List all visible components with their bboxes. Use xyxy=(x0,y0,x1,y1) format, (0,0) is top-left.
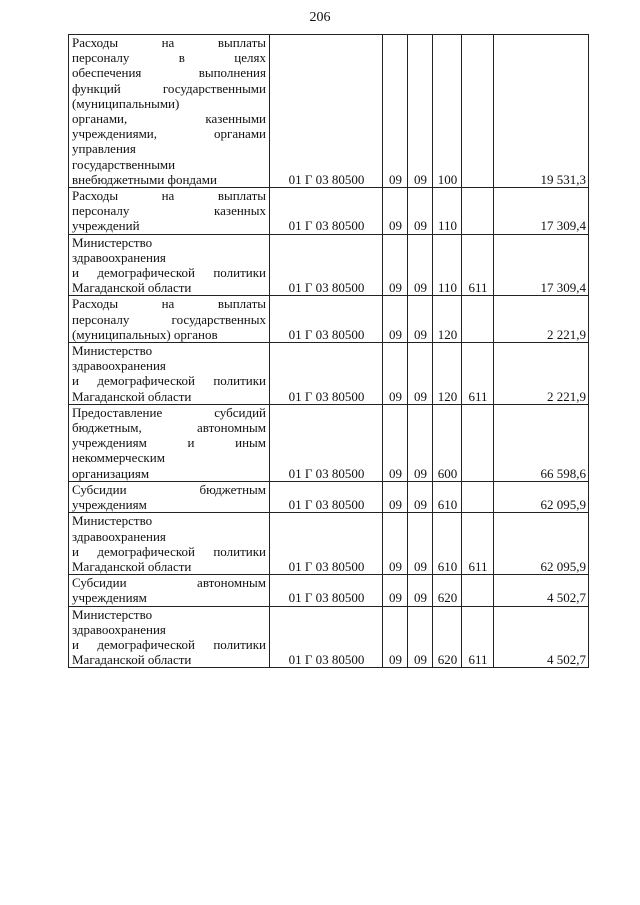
budget-table xyxy=(68,34,589,668)
table-row xyxy=(69,343,589,405)
target-article-cell: 01 Г 03 80500 xyxy=(270,343,383,405)
expense-name-line: и демографической политики xyxy=(72,543,266,559)
table-row xyxy=(69,188,589,235)
administrator-code-cell xyxy=(462,404,494,481)
administrator-code-cell xyxy=(462,481,494,512)
expense-name-line: и демографической политики xyxy=(72,373,266,389)
section-cell: 09 xyxy=(383,481,408,512)
target-article-cell: 01 Г 03 80500 xyxy=(270,606,383,668)
expense-name-line: организациям xyxy=(72,465,150,481)
expense-name-cell xyxy=(69,606,270,668)
expense-name-line: внебюджетными фондами xyxy=(72,171,217,187)
expense-name-cell xyxy=(69,404,270,481)
target-article-cell: 01 Г 03 80500 xyxy=(270,35,383,188)
section-cell: 09 xyxy=(383,575,408,606)
expense-name-line: Расходы на выплаты xyxy=(72,35,266,50)
amount-cell: 2 221,9 xyxy=(494,343,589,405)
section-cell: 09 xyxy=(383,234,408,296)
expense-name-line: персоналу в целях xyxy=(72,50,266,66)
expense-name-line: Магаданской области xyxy=(72,652,192,668)
target-article-cell: 01 Г 03 80500 xyxy=(270,575,383,606)
table-row xyxy=(69,234,589,296)
target-article-cell: 01 Г 03 80500 xyxy=(270,481,383,512)
expense-name-cell xyxy=(69,188,270,235)
expense-name-cell xyxy=(69,481,270,512)
expense-name-line: Расходы на выплаты xyxy=(72,188,266,204)
table-row xyxy=(69,513,589,575)
administrator-code-cell xyxy=(462,575,494,606)
expense-name-line: учреждениям xyxy=(72,590,147,606)
table-row xyxy=(69,481,589,512)
section-cell: 09 xyxy=(383,606,408,668)
subsection-cell: 09 xyxy=(408,343,433,405)
expense-name-line: персоналу государственных xyxy=(72,311,266,327)
expense-name-line: Субсидии бюджетным xyxy=(72,481,266,497)
administrator-code-cell: 611 xyxy=(462,234,494,296)
section-cell: 09 xyxy=(383,188,408,235)
expense-name-line: (муниципальных) органов xyxy=(72,326,218,342)
expense-name-line: здравоохранения xyxy=(72,528,166,544)
expense-name-line: здравоохранения xyxy=(72,249,166,265)
expense-name-line: (муниципальными) xyxy=(72,95,180,111)
expense-type-cell: 100 xyxy=(433,35,462,188)
subsection-cell: 09 xyxy=(408,188,433,235)
expense-name-line: учреждениями, органами xyxy=(72,126,266,142)
expense-name-line: Магаданской области xyxy=(72,388,192,404)
expense-type-cell: 120 xyxy=(433,343,462,405)
amount-cell: 66 598,6 xyxy=(494,404,589,481)
administrator-code-cell xyxy=(462,35,494,188)
administrator-code-cell: 611 xyxy=(462,513,494,575)
expense-name-line: управления xyxy=(72,141,136,157)
expense-type-cell: 610 xyxy=(433,513,462,575)
table-row xyxy=(69,404,589,481)
subsection-cell: 09 xyxy=(408,234,433,296)
expense-name-line: бюджетным, автономным xyxy=(72,420,266,436)
expense-name-cell xyxy=(69,513,270,575)
administrator-code-cell: 611 xyxy=(462,606,494,668)
subsection-cell: 09 xyxy=(408,513,433,575)
subsection-cell: 09 xyxy=(408,575,433,606)
target-article-cell: 01 Г 03 80500 xyxy=(270,296,383,343)
expense-name-line: Министерство xyxy=(72,343,153,359)
expense-name-line: Министерство xyxy=(72,513,153,529)
expense-name-line: учреждений xyxy=(72,218,140,234)
subsection-cell: 09 xyxy=(408,404,433,481)
expense-name-line: и демографической политики xyxy=(72,636,266,652)
expense-name-cell xyxy=(69,35,270,188)
amount-cell: 62 095,9 xyxy=(494,513,589,575)
target-article-cell: 01 Г 03 80500 xyxy=(270,188,383,235)
expense-name-line: некоммерческим xyxy=(72,450,165,466)
expense-name-line: здравоохранения xyxy=(72,621,166,637)
subsection-cell: 09 xyxy=(408,606,433,668)
expense-name-line: здравоохранения xyxy=(72,358,166,374)
amount-cell: 19 531,3 xyxy=(494,35,589,188)
table-row xyxy=(69,296,589,343)
expense-name-line: государственными xyxy=(72,156,176,172)
expense-name-line: функций государственными xyxy=(72,80,266,96)
expense-type-cell: 620 xyxy=(433,575,462,606)
expense-name-line: Магаданской области xyxy=(72,280,192,296)
expense-name-line: Расходы на выплаты xyxy=(72,296,266,312)
expense-type-cell: 620 xyxy=(433,606,462,668)
expense-type-cell: 610 xyxy=(433,481,462,512)
expense-type-cell: 110 xyxy=(433,188,462,235)
expense-name-line: учреждениям xyxy=(72,497,147,513)
table-row xyxy=(69,35,589,188)
amount-cell: 62 095,9 xyxy=(494,481,589,512)
section-cell: 09 xyxy=(383,343,408,405)
subsection-cell: 09 xyxy=(408,296,433,343)
expense-name-line: персоналу казенных xyxy=(72,203,266,219)
page-number: 206 xyxy=(309,10,331,25)
subsection-cell: 09 xyxy=(408,35,433,188)
expense-name-line: Предоставление субсидий xyxy=(72,404,266,420)
administrator-code-cell: 611 xyxy=(462,343,494,405)
target-article-cell: 01 Г 03 80500 xyxy=(270,404,383,481)
expense-type-cell: 600 xyxy=(433,404,462,481)
amount-cell: 4 502,7 xyxy=(494,575,589,606)
expense-type-cell: 120 xyxy=(433,296,462,343)
expense-name-line: Министерство xyxy=(72,234,153,250)
budget-table-body xyxy=(69,35,589,668)
table-row xyxy=(69,575,589,606)
expense-name-line: и демографической политики xyxy=(72,265,266,281)
amount-cell: 2 221,9 xyxy=(494,296,589,343)
expense-name-line: учреждениям и иным xyxy=(72,435,266,451)
expense-type-cell: 110 xyxy=(433,234,462,296)
amount-cell: 4 502,7 xyxy=(494,606,589,668)
administrator-code-cell xyxy=(462,188,494,235)
target-article-cell: 01 Г 03 80500 xyxy=(270,513,383,575)
expense-name-line: Министерство xyxy=(72,606,153,622)
expense-name-line: обеспечения выполнения xyxy=(72,65,266,81)
administrator-code-cell xyxy=(462,296,494,343)
table-row xyxy=(69,606,589,668)
amount-cell: 17 309,4 xyxy=(494,188,589,235)
expense-name-line: Магаданской области xyxy=(72,558,192,574)
section-cell: 09 xyxy=(383,404,408,481)
expense-name-cell xyxy=(69,234,270,296)
expense-name-cell xyxy=(69,343,270,405)
amount-cell: 17 309,4 xyxy=(494,234,589,296)
target-article-cell: 01 Г 03 80500 xyxy=(270,234,383,296)
expense-name-line: органами, казенными xyxy=(72,111,266,127)
subsection-cell: 09 xyxy=(408,481,433,512)
section-cell: 09 xyxy=(383,296,408,343)
section-cell: 09 xyxy=(383,513,408,575)
expense-name-line: Субсидии автономным xyxy=(72,575,266,591)
section-cell: 09 xyxy=(383,35,408,188)
expense-name-cell xyxy=(69,575,270,606)
expense-name-cell xyxy=(69,296,270,343)
